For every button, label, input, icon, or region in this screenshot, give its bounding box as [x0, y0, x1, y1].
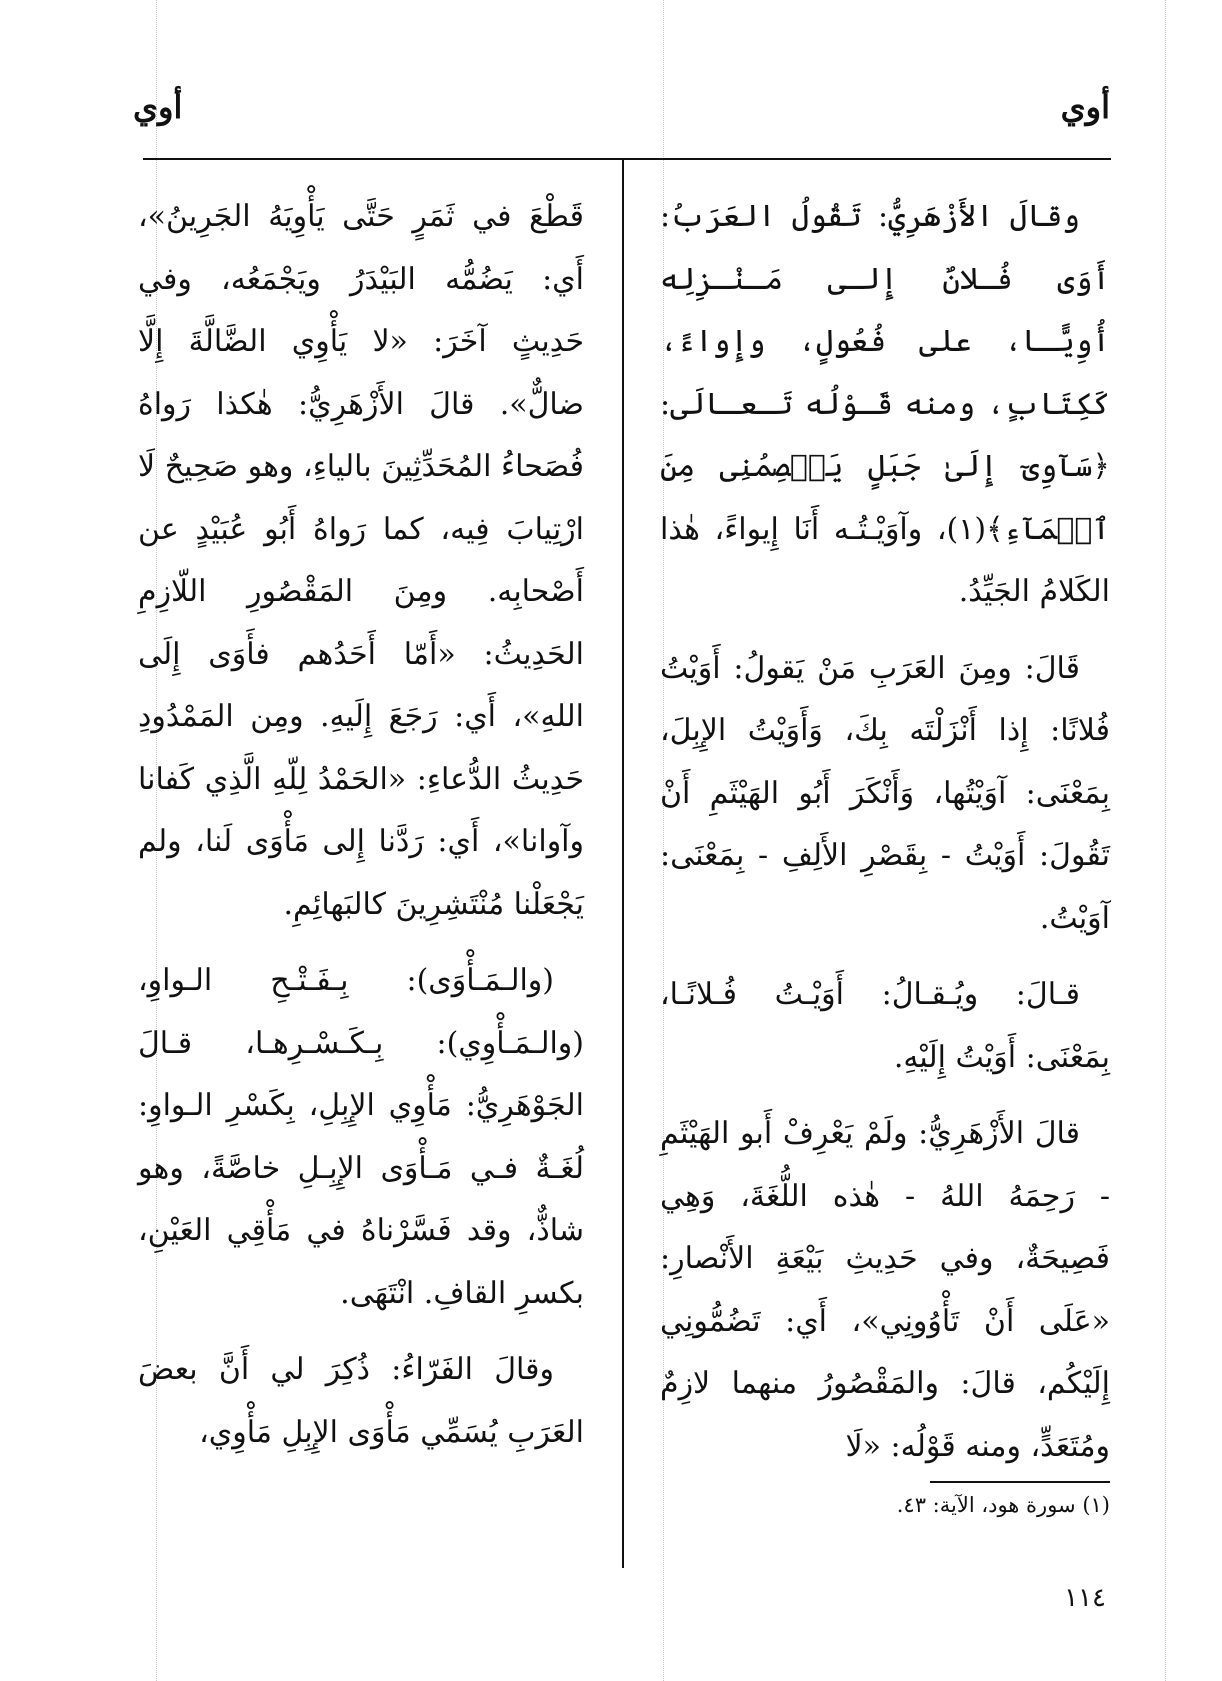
- paragraph: (والـمَـأْوَى): بِـفَـتْـحِ الـواوِ، (والـمَـأْوِي): بِـكَـسْـرِهـا، قـالَ الجَوْهَرِيُّ: مَأْوِي الإِبِلِ، بِكَسْرِ الـواوِ: لُغَـةٌ فـي مَـأْوَى الإِبِـلِ خاصَّةً، وهو شاذٌّ، وقد فَسَّرْناهُ في مَأْقِي العَيْنِ، بكسرِ القافِ. انْتَهَى.: [138, 963, 584, 1311]
- right-text-column: [660, 186, 1110, 1478]
- page-number: ١١٤: [1064, 1583, 1106, 1613]
- paragraph: قَالَ: ومِنَ العَرَبِ مَنْ يَقولُ: أَوَيْتُ فُلانًا: إِذا أَنْزَلْتَه بِكَ، وَأَوَيْتُ الإِبِلَ، بِمَعْنَى: آوَيْتُها، وَأَنْكَرَ أَبُو الهَيْثَمِ أَنْ تَقُولَ: أَوَيْتُ - بِقَصْرِ الأَلِفِ - بِمَعْنَى: آوَيْتُ.: [660, 650, 1110, 936]
- column-divider: [622, 158, 624, 1568]
- running-header-right: أوي: [1060, 88, 1110, 126]
- left-text-column: [138, 186, 584, 1464]
- paragraph: قـالَ: ويُـقـالُ: أَوَيْـتُ فُـلانًـا، بِمَعْنَى: أَوَيْتُ إِلَيْهِ.: [660, 977, 1110, 1075]
- header-rule: [143, 158, 1111, 160]
- running-header-left: أوي: [133, 88, 183, 126]
- paragraph: قالَ الأَزْهَرِيُّ: ولَمْ يَعْرِفْ أَبو الهَيْثَمِ - رَحِمَهُ اللهُ - هٰذه اللُّغَةَ، وَهِي فَصِيحَةٌ، وفي حَدِيثِ بَيْعَةِ الأَنْصارِ: «عَلَى أَنْ تَأْوُونِي»، أَي: تَضُمُّونِي إِلَيْكُم، قالَ: والمَقْصُورُ منهما لازِمٌ ومُتَعَدٍّ، ومنه قَوْلُه: «لَا: [660, 1116, 1110, 1464]
- footnote-rule: [930, 1481, 1110, 1483]
- paragraph: وقالَ الفَرّاءُ: ذُكِرَ لي أَنَّ بعضَ العَرَبِ يُسَمِّي مَأْوَى الإِبِلِ مَأْوِي،: [138, 1352, 584, 1450]
- paragraph: قَطْعَ في ثَمَرٍ حَتَّى يَأْوِيَهُ الجَرِينُ»، أَي: يَضُمُّه البَيْدَرُ ويَجْمَعُه، وفي حَدِيثٍ آخَرَ: «لا يَأْوِي الضَّالَّةَ إِلَّا ضالٌّ». قالَ الأَزْهَرِيُّ: هٰكذا رَواهُ فُصَحاءُ المُحَدِّثِينَ بالياءِ، وهو صَحِيحٌ لَا ارْتِيابَ فِيه، كما رَواهُ أَبُو عُبَيْدٍ عن أَصْحابِه. ومِنَ المَقْصُورِ اللّازِمِ الحَدِيثُ: «أَمّا أَحَدُهم فأَوَى إِلَى اللهِ»، أَي: رَجَعَ إِلَيهِ. ومِن المَمْدُودِ حَدِيثُ الدُّعاءِ: «الحَمْدُ لِلّهِ الَّذِي كَفانا وآوانا»، أَي: رَدَّنا إِلى مَأْوَى لَنا، ولم يَجْعَلْنا مُنْتَشِرِينَ كالبَهائِمِ.: [138, 199, 584, 922]
- footnote: (١) سورة هود، الآية: ٤٣.: [896, 1493, 1110, 1517]
- paragraph: وقالَ الأَزْهَرِيُّ: تَقُولُ العَرَبُ: أَوَى فُـلانٌ إِلـى مَـنْـزِلِه أُوِيًّـا، على فُعُولٍ، وإِواءً، كَكِتَابٍ، ومنه قَـوْلُه تَـعـالَى: ﴿سَآوِىٓ إِلَىٰ جَبَلٍ يَعۡصِمُنِى مِنَ ٱلۡمَآءِ﴾(١)، وآوَيْـتُـه أَنَا إِيواءً، هٰذا الكَلامُ الجَيِّدُ.: [660, 199, 1110, 609]
- scan-guide-line: [1165, 0, 1166, 1681]
